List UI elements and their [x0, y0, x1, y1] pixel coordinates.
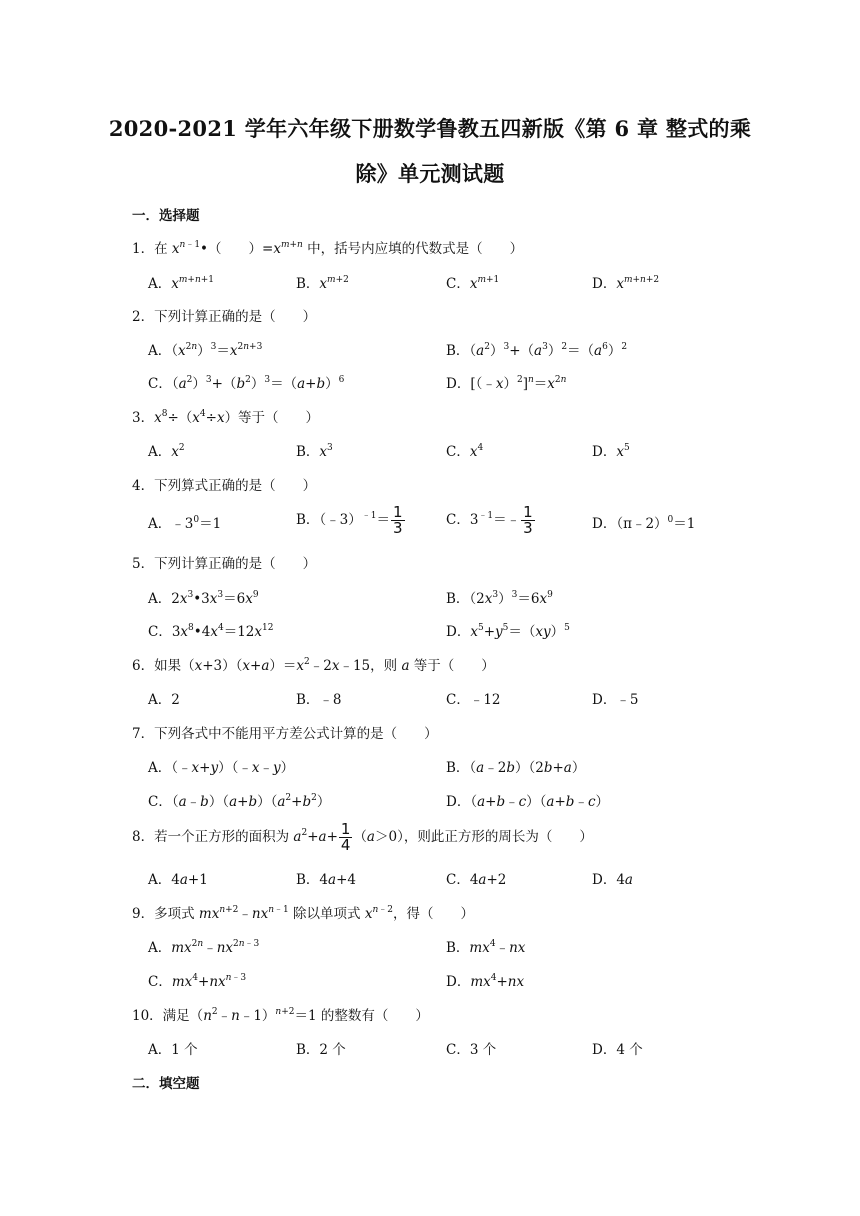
question-2-option-c: C．$(a^2)^3+(b^2)^3=(a+b)^6$: [148, 375, 345, 392]
document-title-line-1: 2020-2021 学年六年级下册数学鲁教五四新版《第 6 章 整式的乘: [108, 116, 752, 141]
question-1-option-a: A．$x^{m+n+1}$: [148, 275, 215, 292]
question-5-stem: 5．下列计算正确的是（ ）: [132, 556, 317, 572]
question-8-stem: 8．若一个正方形的面积为 $a^2+a+$ $\frac{1}{4}$ （a＞0），则此正方形的周长为（ ）: [132, 820, 593, 854]
question-9-option-b: B．$mx^4﹣nx$: [446, 939, 526, 956]
question-2-stem: 2．下列计算正确的是（ ）: [132, 309, 317, 325]
question-4-option-c: C．$3^{﹣1}=﹣$ $\frac{1}{3}$: [446, 503, 533, 537]
document-title-line-2: 除》单元测试题: [355, 161, 505, 186]
question-4-stem: 4．下列算式正确的是（ ）: [132, 478, 317, 494]
question-8-option-a: A．4a+1: [148, 872, 208, 888]
question-9-stem: 9．多项式 $mx^{n+2}﹣nx^{n﹣1}$ 除以单项式 $x^{n﹣2}$，得（ ）: [132, 905, 474, 922]
question-3-option-a: A．$x^2$: [148, 443, 185, 460]
question-3-option-d: D．$x^5$: [592, 443, 630, 460]
question-1-option-b: B．$x^{m+2}$: [296, 275, 349, 292]
question-5-option-d: D．$x^5+y^5=(xy)^5$: [446, 623, 570, 640]
question-9-option-d: D．$mx^4+nx$: [446, 973, 525, 990]
question-7-option-b: B．（a﹣2b）（2b+a）: [446, 760, 586, 776]
question-6-stem: 6．如果$(x+3)(x+a)=x^2﹣2x﹣15$，则 a 等于（ ）: [132, 657, 495, 674]
question-1-stem: 1．在 $x^{n﹣1}•$（ ）$=x^{m+n}$ 中，括号内应填的代数式是（ ）: [132, 240, 524, 257]
question-10-option-d: D．4 个: [592, 1042, 643, 1058]
question-10-option-b: B．2 个: [296, 1042, 346, 1058]
question-10-option-a: A．1 个: [148, 1042, 198, 1058]
question-10-option-c: C．3 个: [446, 1042, 497, 1058]
fraction-one-quarter: $\frac{1}{4}$: [340, 820, 351, 854]
section-heading-choice: 一．选择题: [132, 208, 200, 224]
question-6-option-a: A．2: [148, 692, 180, 708]
question-7-option-c: C．$(a﹣b)(a+b)(a^2+b^2)$: [148, 793, 331, 810]
question-6-option-d: D．﹣5: [592, 692, 639, 708]
question-7-stem: 7．下列各式中不能用平方差公式计算的是（ ）: [132, 726, 438, 742]
section-heading-fill: 二．填空题: [132, 1076, 200, 1092]
question-6-option-c: C．﹣12: [446, 692, 501, 708]
question-7-option-d: D．（a+b﹣c）（a+b﹣c）: [446, 794, 610, 810]
question-9-option-c: C．$mx^4+nx^{n﹣3}$: [148, 973, 247, 990]
question-3-option-b: B．$x^3$: [296, 443, 333, 460]
question-2-option-a: A．$(x^{2n})^3=x^{2n+3}$: [148, 342, 263, 359]
question-8-option-c: C．4a+2: [446, 872, 507, 888]
question-5-option-c: C．$3x^8•4x^4=12x^{12}$: [148, 623, 274, 640]
question-2-option-b: B．$(a^2)^3+(a^3)^2=(a^6)^2$: [446, 342, 628, 359]
question-5-option-b: B．$(2x^3)^3=6x^9$: [446, 590, 553, 607]
fraction-one-third: $\frac{1}{3}$: [523, 503, 533, 537]
question-10-stem: 10．满足$(n^2﹣n﹣1)^{n+2}=1$ 的整数有（ ）: [132, 1007, 429, 1024]
question-3-stem: 3．$x^8\div(x^4\div x)$等于（ ）: [132, 409, 320, 426]
question-1-option-c: C．$x^{m+1}$: [446, 275, 500, 292]
question-6-option-b: B．﹣8: [296, 692, 342, 708]
question-3-option-c: C．$x^4$: [446, 443, 484, 460]
fraction-one-third: $\frac{1}{3}$: [393, 503, 403, 537]
question-2-option-d: D．$[(﹣x)^2]^n=x^{2n}$: [446, 375, 567, 392]
question-4-option-b: B．（﹣3）$^{﹣1}$＝ $\frac{1}{3}$: [296, 503, 403, 537]
question-4-option-d: D．（π﹣2）$^0$＝1: [592, 515, 696, 532]
question-1-option-d: D．$x^{m+n+2}$: [592, 275, 660, 292]
question-8-option-b: B．4a+4: [296, 872, 356, 888]
question-8-option-d: D．4a: [592, 872, 633, 888]
question-4-option-a: A．$﹣3^0=1$: [148, 515, 222, 532]
question-9-option-a: A．$mx^{2n}﹣nx^{2n﹣3}$: [148, 939, 260, 956]
question-5-option-a: A．$2x^3•3x^3=6x^9$: [148, 590, 259, 607]
question-7-option-a: A．（﹣x+y）（﹣x﹣y）: [148, 760, 295, 776]
